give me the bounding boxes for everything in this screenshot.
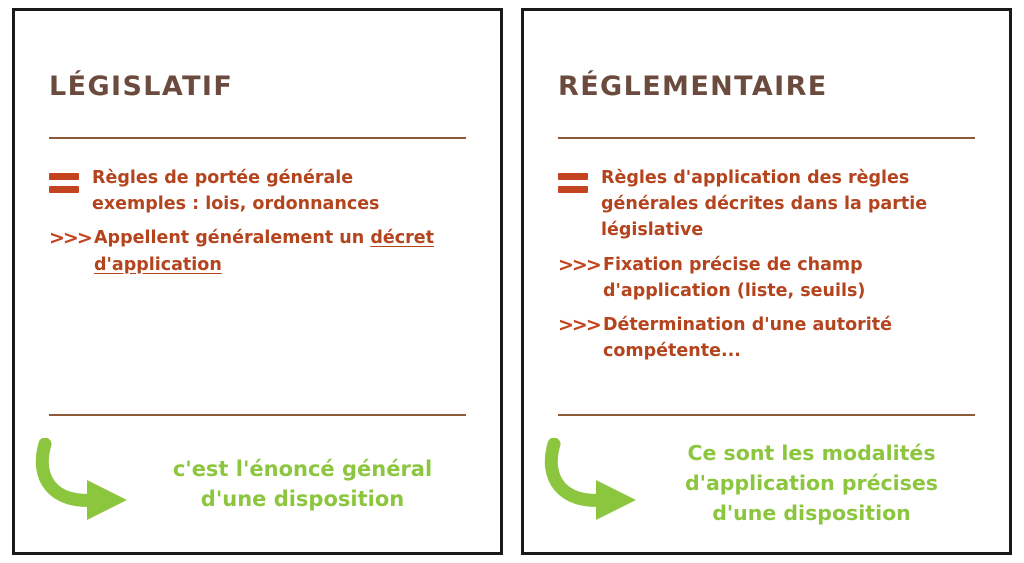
triple-chevron-icon: >>> [49,227,91,250]
list-item-text [603,252,865,305]
list-item-text [603,312,892,365]
title-divider [49,137,466,139]
list-item-text [94,225,434,278]
equals-icon [49,165,79,193]
bullet-list-reglementaire [558,165,975,365]
bottom-divider [49,414,466,416]
list-item-line: Fixation précise de champ [603,254,863,275]
conclusion-legislatif [49,434,466,534]
list-item-text [92,165,379,218]
list-item [49,225,466,278]
title-divider [558,137,975,139]
list-item-line: Détermination d'une autorité [603,315,892,336]
bottom-divider [558,414,975,416]
triple-chevron-icon: >>> [558,314,600,337]
list-item-line: d'application (liste, seuils) [603,280,866,301]
list-item [558,252,975,305]
curved-arrow-icon [33,438,141,530]
bullet-list-legislatif [49,165,466,278]
list-item [49,165,466,218]
list-item-line: législative [601,220,704,241]
curved-arrow-icon [542,438,650,530]
list-item-line: d'application [94,254,222,275]
list-item-line: Appellent généralement un décret [94,228,434,249]
list-item-line: générales décrites dans la partie [601,194,928,215]
list-item-line: compétente... [603,341,741,362]
list-item-line: Règles de portée générale [92,167,354,188]
conclusion-text: c'est l'énoncé général d'une disposition [172,456,433,511]
conclusion-reglementaire [558,434,975,534]
page-title-reglementaire: RÉGLEMENTAIRE [558,71,828,103]
list-item-text [601,165,927,244]
list-item [558,312,975,365]
panel-reglementaire [521,8,1012,555]
panel-legislatif [12,8,503,555]
triple-chevron-icon: >>> [558,253,600,276]
list-item [558,165,975,244]
list-item-line: exemples : lois, ordonnances [92,194,380,215]
list-item-line: Règles d'application des règles [601,167,910,188]
page-title-legislatif: LÉGISLATIF [49,71,234,103]
conclusion-text: Ce sont les modalités d'application précises d'une disposition [685,441,938,525]
equals-icon [558,165,588,193]
